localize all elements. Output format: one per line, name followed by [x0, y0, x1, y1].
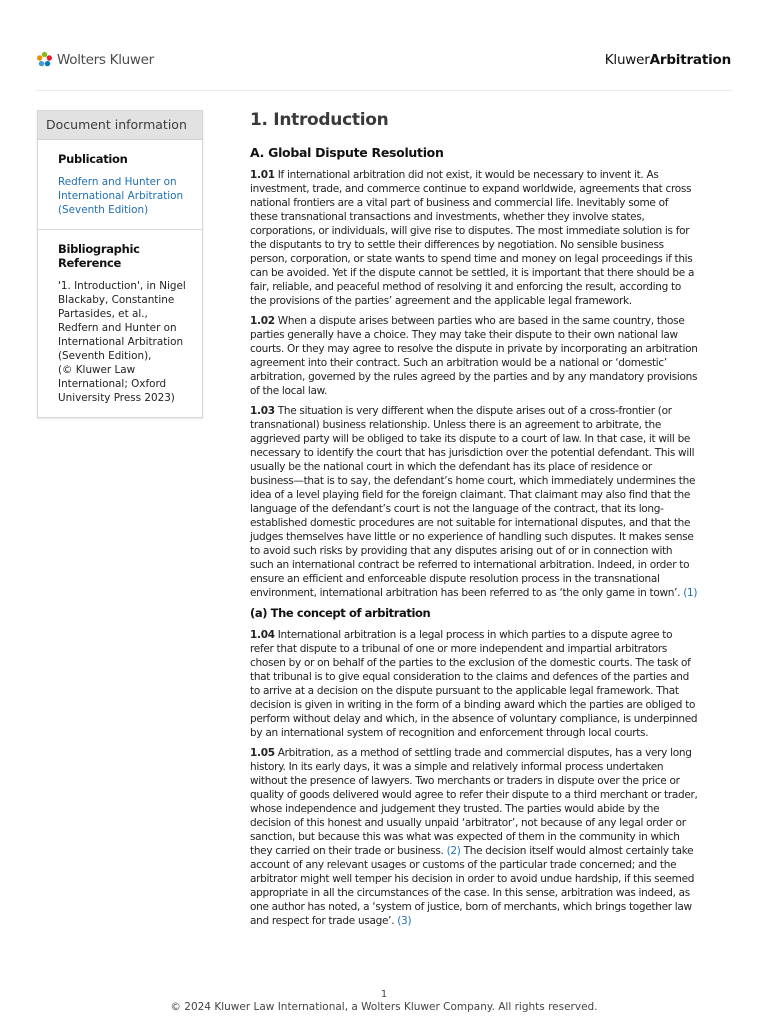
document-info-heading: Document information — [38, 111, 202, 140]
paragraph-1-02 — [250, 314, 698, 398]
brand-light: Kluwer — [604, 52, 650, 68]
footnote-link-2[interactable]: (2) — [446, 845, 461, 857]
publication-link[interactable]: Redfern and Hunter on International Arbitration (Seventh Edition) — [58, 176, 184, 216]
logo-text: Wolters Kluwer — [57, 51, 154, 68]
wolters-kluwer-logo[interactable] — [36, 51, 154, 68]
paragraph-text: When a dispute arises between parties who are based in the same country, those parties generally have a choice. They may take their dispute to their own national law courts. Or they may agree to resolve the dispute in private by incorporating an arbitration agreement into their contract. Such an arbitration would be a national or ‘domestic’ arbitration, governed by the rules agreed by the parties and by any mandatory provisions of the local law. — [250, 315, 698, 397]
header-divider — [36, 90, 732, 91]
section-title: A. Global Dispute Resolution — [250, 145, 444, 160]
paragraph-number: 1.02 — [250, 315, 275, 327]
footnote-link-3[interactable]: (3) — [397, 915, 412, 927]
subsection-title: (a) The concept of arbitration — [250, 606, 431, 620]
paragraph-number: 1.01 — [250, 169, 275, 181]
paragraph-number: 1.05 — [250, 747, 275, 759]
bibliographic-section — [38, 230, 202, 417]
page-number: 1 — [380, 989, 388, 1000]
bibliographic-title: Bibliographic Reference — [58, 242, 140, 270]
document-info-panel — [37, 110, 203, 418]
copyright-footer: © 2024 Kluwer Law International, a Wolters Kluwer Company. All rights reserved. — [170, 1001, 598, 1013]
paragraph-number: 1.04 — [250, 629, 275, 641]
paragraph-text: Arbitration, as a method of settling trade and commercial disputes, has a very long history. In its early days, it was a simple and relatively informal process undertaken without the presence of lawyers. Two merchants or traders in dispute over the price or quality of goods delivered would agree to refer their dispute to a third merchant or trader, whose independence and judgement they trusted. The parties would abide by the decision of this honest and usually unpaid ‘arbitrator’, not because of any legal order or sanction, but because this was what was expected of them in the community in which they carried on their trade or business. — [250, 747, 698, 857]
brand-bold: Arbitration — [649, 52, 731, 68]
footnote-link-1[interactable]: (1) — [683, 587, 698, 599]
paragraph-1-01 — [250, 168, 698, 308]
publication-title: Publication — [58, 152, 128, 166]
publication-section — [38, 140, 202, 230]
paragraph-1-04 — [250, 628, 698, 740]
paragraph-number: 1.03 — [250, 405, 275, 417]
paragraph-1-03 — [250, 404, 698, 600]
kluwer-arbitration-brand[interactable] — [605, 52, 731, 68]
document-body — [250, 110, 698, 934]
bibliographic-reference: '1. Introduction', in Nigel Blackaby, Constantine Partasides, et al., Redfern and Hunter on International Arbitration (Seventh Edition), (© Kluwer Law International; Oxford University Press 2023) — [58, 280, 186, 404]
paragraph-text: If international arbitration did not exist, it would be necessary to invent it. As investment, trade, and commerce continue to expand worldwide, agreements that cross national frontiers are a vital part of business and commercial life. Inevitably some of these transnational transactions and investments, whether they involve states, corporations, or individuals, will give rise to disputes. The most immediate solution is for the disputants to try to settle their differences by negotiation. No sensible business person, corporation, or state wants to spend time and money on legal proceedings if this can be avoided. Yet if the dispute cannot be settled, it is important that there should be a fair, reliable, and peaceful method of resolving it and enforcing the result, according to the provisions of the parties’ agreement and the applicable legal framework. — [250, 169, 695, 307]
wolters-kluwer-logo-icon — [36, 51, 53, 68]
paragraph-text: International arbitration is a legal process in which parties to a dispute agree to refer that dispute to a tribunal of one or more independent and impartial arbitrators chosen by or on behalf of the parties to the exclusion of the domestic courts. The task of that tribunal is to give equal consideration to the claims and defences of the parties and to arrive at a decision on the dispute pursuant to the applicable legal framework. That decision is given in writing in the form of a binding award which the parties are obliged to perform without delay and which, in the absence of voluntary compliance, is underpinned by an international system of recognition and enforcement through local courts. — [250, 629, 698, 739]
paragraph-1-05 — [250, 746, 698, 928]
paragraph-text: The decision itself would almost certainly take account of any relevant usages or customs of the particular trade concerned; and the arbitrator might well temper his decision in order to avoid undue hardship, if this seemed appropriate in all the circumstances of the case. In this sense, arbitration was indeed, as one author has noted, a ‘system of justice, born of merchants, which brings together law and respect for trade usage’. — [250, 845, 695, 927]
chapter-title: 1. Introduction — [250, 110, 389, 130]
page-header — [0, 0, 768, 92]
paragraph-text: The situation is very different when the dispute arises out of a cross-frontier (or transnational) business relationship. Unless there is an agreement to arbitrate, the aggrieved party will be obliged to take its dispute to a court of law. In that case, it will be necessary to identify the court that has jurisdiction over the potential defendant. This will usually be the national court in which the defendant has its place of residence or business—that is to say, the defendant’s home court, which immediately undermines the idea of a level playing field for the foreign claimant. That claimant may also find that the language of the defendant’s court is not the language of the contract, that its long-established domestic procedures are not suitable for international disputes, and that the judges themselves have little or no experience of handling such disputes. It makes sense to avoid such risks by providing that any disputes arising out of or in connection with such an international contract be referred to international arbitration. Indeed, in order to ensure an efficient and enforceable dispute resolution process in the transnational environment, international arbitration has been referred to as ‘the only game in town’. — [250, 405, 696, 599]
